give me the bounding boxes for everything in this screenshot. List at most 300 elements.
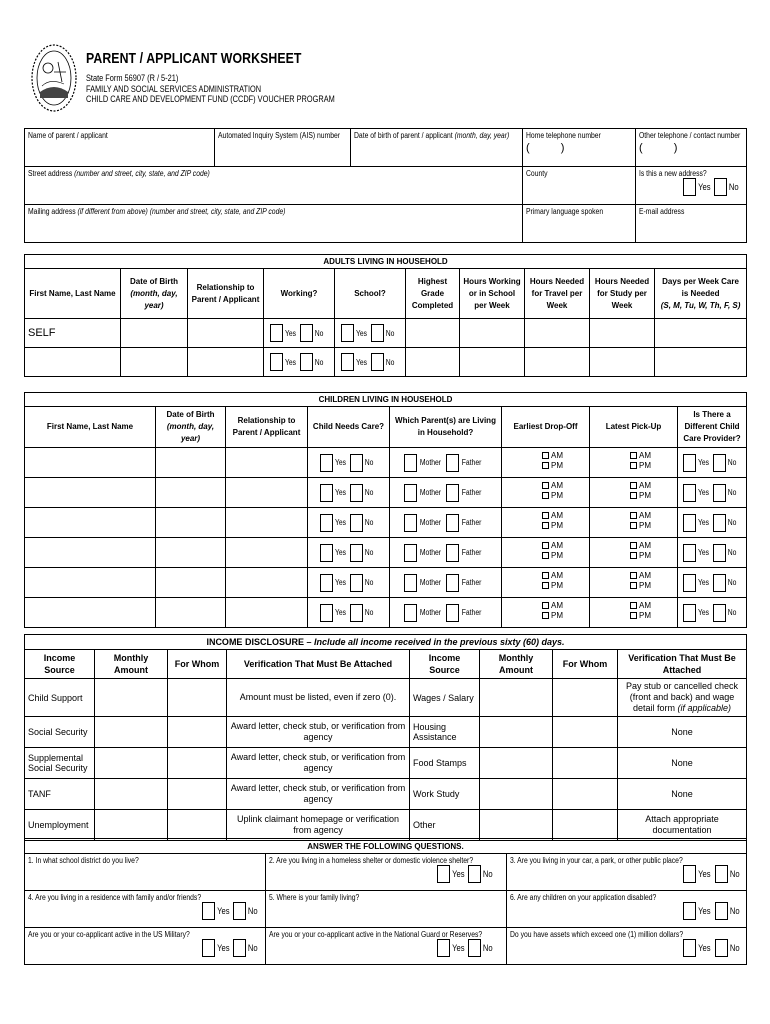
dropoff-pm-checkbox[interactable]: [542, 552, 549, 559]
income-source: Unemployment: [25, 810, 95, 841]
provider-yes-checkbox[interactable]: [683, 514, 696, 532]
no-label: No: [729, 869, 740, 879]
father-checkbox[interactable]: [446, 454, 459, 472]
street-address-label: Street address: [28, 169, 73, 178]
adult-dob-cell[interactable]: [121, 319, 188, 348]
no-label: No: [483, 869, 494, 879]
pickup-pm-checkbox[interactable]: [630, 612, 637, 619]
income-row: [25, 779, 747, 810]
adults-col-name: First Name, Last Name: [25, 269, 121, 319]
adults-col-working: Working?: [264, 269, 335, 319]
income-source: Other: [410, 810, 480, 841]
yes-label: Yes: [697, 182, 711, 192]
mother-checkbox[interactable]: [404, 544, 417, 562]
adult-relationship-cell[interactable]: [188, 319, 264, 348]
am-label: AM: [639, 601, 651, 610]
father-checkbox[interactable]: [446, 484, 459, 502]
father-label: Father: [462, 458, 482, 467]
adult-hours-travel-cell[interactable]: [525, 348, 590, 377]
income-source: Wages / Salary: [410, 679, 480, 717]
yes-label: Yes: [698, 458, 710, 467]
dropoff-pm-checkbox[interactable]: [542, 522, 549, 529]
income-amount-cell[interactable]: [480, 779, 553, 810]
child-care-no-checkbox[interactable]: [350, 514, 363, 532]
yes-label: Yes: [698, 578, 710, 587]
q6-no-checkbox[interactable]: [715, 902, 728, 920]
provider-no-checkbox[interactable]: [713, 484, 726, 502]
am-label: AM: [639, 451, 651, 460]
adult-name-cell[interactable]: SELF: [25, 319, 121, 348]
yes-label: Yes: [216, 943, 230, 953]
am-label: AM: [551, 481, 563, 490]
child-relationship-cell[interactable]: [226, 508, 308, 538]
question-8-cell: [266, 928, 507, 965]
no-label: No: [386, 357, 395, 367]
home-phone-field[interactable]: [523, 129, 636, 167]
yes-label: Yes: [285, 328, 297, 338]
pickup-am-checkbox[interactable]: [630, 572, 637, 579]
pickup-am-checkbox[interactable]: [630, 512, 637, 519]
pm-label: PM: [551, 551, 563, 560]
father-label: Father: [462, 518, 482, 527]
income-whom-cell[interactable]: [168, 717, 227, 748]
question-2: 2. Are you living in a homeless shelter or domestic violence shelter?: [269, 856, 474, 865]
child-name-cell[interactable]: [25, 508, 156, 538]
adult-school-no-checkbox[interactable]: [371, 324, 384, 342]
dropoff-cell[interactable]: [502, 538, 590, 568]
adult-grade-cell[interactable]: [406, 348, 460, 377]
children-col-relationship: Relationship to Parent / Applicant: [226, 407, 308, 448]
income-whom-cell[interactable]: [553, 679, 618, 717]
provider-yes-checkbox[interactable]: [683, 574, 696, 592]
child-care-no-checkbox[interactable]: [350, 544, 363, 562]
income-section-title: INCOME DISCLOSURE – Include all income received in the previous sixty (60) days.: [25, 635, 747, 650]
question-1: 1. In what school district do you live?: [28, 856, 139, 865]
parent-name-field[interactable]: [25, 129, 215, 167]
parent-name-label: Name of parent / applicant: [28, 131, 108, 140]
state-seal-icon: [30, 42, 78, 114]
income-source: Social Security: [25, 717, 95, 748]
question-3-cell: [507, 854, 747, 891]
question-5: 5. Where is your family living?: [269, 893, 360, 902]
no-label: No: [386, 328, 395, 338]
yes-label: Yes: [334, 518, 346, 527]
father-checkbox[interactable]: [446, 514, 459, 532]
mailing-address-label: Mailing address: [28, 207, 76, 216]
ais-number-field[interactable]: [215, 129, 351, 167]
income-verification: Uplink claimant homepage or verification from agency: [227, 810, 410, 841]
dropoff-am-checkbox[interactable]: [542, 512, 549, 519]
adult-school-no-checkbox[interactable]: [371, 353, 384, 371]
income-table: [24, 634, 747, 841]
no-label: No: [364, 458, 374, 467]
children-col-pickup: Latest Pick-Up: [590, 407, 678, 448]
child-care-no-checkbox[interactable]: [350, 484, 363, 502]
am-label: AM: [551, 541, 563, 550]
child-dob-cell[interactable]: [156, 598, 226, 628]
q8-no-checkbox[interactable]: [468, 939, 481, 957]
income-verification: [618, 679, 747, 717]
income-whom-cell[interactable]: [553, 779, 618, 810]
income-row: [25, 717, 747, 748]
dropoff-cell[interactable]: [502, 478, 590, 508]
adults-col-dob: Date of Birth (month, day, year): [121, 269, 188, 319]
dob-hint: (month, day, year): [454, 131, 510, 140]
income-amount-cell[interactable]: [95, 717, 168, 748]
pm-label: PM: [639, 551, 651, 560]
dob-field[interactable]: [351, 129, 523, 167]
child-relationship-cell[interactable]: [226, 478, 308, 508]
question-9: Do you have assets which exceed one (1) million dollars?: [510, 930, 684, 939]
adult-row: [25, 348, 747, 377]
income-amount-cell[interactable]: [480, 810, 553, 841]
income-col-whom: For Whom: [553, 650, 618, 679]
mother-label: Mother: [420, 608, 442, 617]
dob-label: Date of birth of parent / applicant: [354, 131, 453, 140]
no-label: No: [483, 943, 494, 953]
income-whom-cell[interactable]: [553, 717, 618, 748]
dropoff-am-checkbox[interactable]: [542, 482, 549, 489]
no-label: No: [364, 548, 374, 557]
dropoff-pm-checkbox[interactable]: [542, 462, 549, 469]
pm-label: PM: [551, 491, 563, 500]
no-label: No: [364, 578, 374, 587]
no-label: No: [728, 608, 737, 617]
am-label: AM: [551, 571, 563, 580]
income-verification-text: None: [671, 757, 693, 768]
dropoff-cell[interactable]: [502, 508, 590, 538]
question-4-cell: [25, 891, 266, 928]
pickup-pm-checkbox[interactable]: [630, 552, 637, 559]
mother-checkbox[interactable]: [404, 454, 417, 472]
street-address-field[interactable]: [25, 167, 523, 205]
question-5-cell[interactable]: [266, 891, 507, 928]
pickup-pm-checkbox[interactable]: [630, 522, 637, 529]
income-amount-cell[interactable]: [480, 679, 553, 717]
provider-yes-checkbox[interactable]: [683, 454, 696, 472]
no-label: No: [315, 357, 324, 367]
yes-label: Yes: [698, 488, 710, 497]
adult-working-yes-checkbox[interactable]: [270, 353, 283, 371]
am-label: AM: [551, 451, 563, 460]
income-whom-cell[interactable]: [553, 810, 618, 841]
income-amount-cell[interactable]: [95, 810, 168, 841]
questions-section-title: ANSWER THE FOLLOWING QUESTIONS.: [25, 839, 747, 854]
dropoff-pm-checkbox[interactable]: [542, 492, 549, 499]
child-care-no-checkbox[interactable]: [350, 604, 363, 622]
mother-label: Mother: [420, 518, 442, 527]
mailing-address-field[interactable]: [25, 205, 523, 243]
am-label: AM: [639, 541, 651, 550]
yes-label: Yes: [697, 943, 711, 953]
yes-label: Yes: [334, 458, 346, 467]
provider-yes-checkbox[interactable]: [683, 544, 696, 562]
pickup-am-checkbox[interactable]: [630, 482, 637, 489]
am-label: AM: [639, 571, 651, 580]
adult-days-cell[interactable]: [655, 348, 747, 377]
q3-yes-checkbox[interactable]: [683, 865, 696, 883]
child-row: [25, 508, 747, 538]
yes-label: Yes: [697, 869, 711, 879]
pm-label: PM: [639, 521, 651, 530]
pickup-am-checkbox[interactable]: [630, 452, 637, 459]
question-1-cell[interactable]: [25, 854, 266, 891]
dropoff-cell[interactable]: [502, 568, 590, 598]
pickup-cell[interactable]: [590, 538, 678, 568]
income-verification: Award letter, check stub, or verification from agency: [227, 748, 410, 779]
yes-label: Yes: [356, 328, 368, 338]
father-label: Father: [462, 548, 482, 557]
dropoff-cell[interactable]: [502, 598, 590, 628]
yes-label: Yes: [698, 548, 710, 557]
other-phone-label: Other telephone / contact number: [639, 131, 741, 140]
income-verification-note: (if applicable): [677, 703, 732, 713]
child-relationship-cell[interactable]: [226, 448, 308, 478]
mother-label: Mother: [420, 548, 442, 557]
q7-no-checkbox[interactable]: [233, 939, 246, 957]
provider-no-checkbox[interactable]: [713, 604, 726, 622]
children-col-needs-care: Child Needs Care?: [308, 407, 390, 448]
other-phone-field[interactable]: [636, 129, 747, 167]
adult-school-yes-checkbox[interactable]: [341, 353, 354, 371]
pm-label: PM: [639, 611, 651, 620]
email-label: E-mail address: [639, 207, 685, 216]
am-label: AM: [551, 511, 563, 520]
yes-label: Yes: [216, 906, 230, 916]
income-amount-cell[interactable]: [95, 748, 168, 779]
no-label: No: [729, 182, 740, 192]
pickup-cell[interactable]: [590, 508, 678, 538]
yes-label: Yes: [356, 357, 368, 367]
adults-col-relationship: Relationship to Parent / Applicant: [188, 269, 264, 319]
child-care-yes-checkbox[interactable]: [320, 574, 333, 592]
q4-no-checkbox[interactable]: [233, 902, 246, 920]
adult-name-cell[interactable]: [25, 348, 121, 377]
applicant-info-table: [24, 128, 747, 243]
provider-no-checkbox[interactable]: [713, 544, 726, 562]
adult-relationship-cell[interactable]: [188, 348, 264, 377]
income-whom-cell[interactable]: [168, 810, 227, 841]
no-label: No: [728, 458, 737, 467]
income-amount-cell[interactable]: [480, 748, 553, 779]
q2-no-checkbox[interactable]: [468, 865, 481, 883]
language-field[interactable]: [523, 205, 636, 243]
adult-hours-working-cell[interactable]: [460, 348, 525, 377]
program-name: CHILD CARE AND DEVELOPMENT FUND (CCDF) VOUCHER PROGRAM: [86, 94, 335, 104]
county-label: County: [526, 169, 548, 178]
dropoff-am-checkbox[interactable]: [542, 452, 549, 459]
child-care-no-checkbox[interactable]: [350, 454, 363, 472]
agency-name: FAMILY AND SOCIAL SERVICES ADMINISTRATION: [86, 83, 262, 94]
mother-checkbox[interactable]: [404, 514, 417, 532]
mailing-address-hint: (if different from above) (number and street, city, state, and ZIP code): [77, 207, 286, 216]
child-care-yes-checkbox[interactable]: [320, 514, 333, 532]
adult-working-yes-checkbox[interactable]: [270, 324, 283, 342]
adult-working-no-checkbox[interactable]: [300, 353, 313, 371]
dropoff-cell[interactable]: [502, 448, 590, 478]
child-dob-cell[interactable]: [156, 538, 226, 568]
am-label: AM: [639, 481, 651, 490]
yes-label: Yes: [334, 548, 346, 557]
adult-days-cell[interactable]: [655, 319, 747, 348]
pickup-am-checkbox[interactable]: [630, 542, 637, 549]
no-label: No: [728, 518, 737, 527]
father-label: Father: [462, 578, 482, 587]
q7-yes-checkbox[interactable]: [202, 939, 215, 957]
county-field[interactable]: [523, 167, 636, 205]
question-7: Are you or your co-applicant active in the US Military?: [28, 930, 190, 939]
mother-label: Mother: [420, 578, 442, 587]
pm-label: PM: [639, 491, 651, 500]
income-source: Housing Assistance: [410, 717, 480, 748]
adult-hours-study-cell[interactable]: [590, 348, 655, 377]
income-amount-cell[interactable]: [480, 717, 553, 748]
children-col-name: First Name, Last Name: [25, 407, 156, 448]
child-dob-cell[interactable]: [156, 448, 226, 478]
email-field[interactable]: [636, 205, 747, 243]
pickup-cell[interactable]: [590, 478, 678, 508]
children-col-dropoff: Earliest Drop-Off: [502, 407, 590, 448]
dropoff-pm-checkbox[interactable]: [542, 582, 549, 589]
pickup-pm-checkbox[interactable]: [630, 582, 637, 589]
provider-no-checkbox[interactable]: [713, 514, 726, 532]
income-row: [25, 810, 747, 841]
yes-label: Yes: [698, 518, 710, 527]
am-label: AM: [639, 511, 651, 520]
provider-yes-checkbox[interactable]: [683, 484, 696, 502]
mother-checkbox[interactable]: [404, 484, 417, 502]
no-label: No: [729, 906, 740, 916]
question-4: 4. Are you living in a residence with family and/or friends?: [28, 893, 202, 902]
child-name-cell[interactable]: [25, 448, 156, 478]
new-address-no-checkbox[interactable]: [714, 178, 727, 196]
q9-no-checkbox[interactable]: [715, 939, 728, 957]
pickup-cell[interactable]: [590, 598, 678, 628]
father-label: Father: [462, 488, 482, 497]
income-whom-cell[interactable]: [553, 748, 618, 779]
new-address-yes-checkbox[interactable]: [683, 178, 696, 196]
child-name-cell[interactable]: [25, 568, 156, 598]
new-address-label: Is this a new address?: [639, 169, 707, 178]
pickup-am-checkbox[interactable]: [630, 602, 637, 609]
child-row: [25, 478, 747, 508]
dropoff-pm-checkbox[interactable]: [542, 612, 549, 619]
form-title: PARENT / APPLICANT WORKSHEET: [86, 50, 302, 67]
income-source: TANF: [25, 779, 95, 810]
pickup-cell[interactable]: [590, 448, 678, 478]
father-checkbox[interactable]: [446, 574, 459, 592]
income-verification-text: None: [671, 726, 693, 737]
income-verification: [618, 810, 747, 841]
adults-col-hours-working: Hours Working or in School per Week: [460, 269, 525, 319]
provider-no-checkbox[interactable]: [713, 454, 726, 472]
yes-label: Yes: [334, 488, 346, 497]
pickup-cell[interactable]: [590, 568, 678, 598]
dropoff-am-checkbox[interactable]: [542, 542, 549, 549]
adult-hours-study-cell[interactable]: [590, 319, 655, 348]
income-col-amount: Monthly Amount: [95, 650, 168, 679]
q9-yes-checkbox[interactable]: [683, 939, 696, 957]
father-checkbox[interactable]: [446, 544, 459, 562]
income-verification: [618, 779, 747, 810]
provider-no-checkbox[interactable]: [713, 574, 726, 592]
child-name-cell[interactable]: [25, 478, 156, 508]
child-relationship-cell[interactable]: [226, 598, 308, 628]
adult-hours-working-cell[interactable]: [460, 319, 525, 348]
adults-col-days: Days per Week Care is Needed (S, M, Tu, W, Th, F, S): [655, 269, 747, 319]
question-9-cell: [507, 928, 747, 965]
yes-label: Yes: [334, 578, 346, 587]
yes-label: Yes: [451, 869, 465, 879]
child-dob-cell[interactable]: [156, 478, 226, 508]
adult-hours-travel-cell[interactable]: [525, 319, 590, 348]
adults-col-hours-travel: Hours Needed for Travel per Week: [525, 269, 590, 319]
q8-yes-checkbox[interactable]: [437, 939, 450, 957]
question-3: 3. Are you living in your car, a park, or other public place?: [510, 856, 683, 865]
income-amount-cell[interactable]: [95, 679, 168, 717]
child-care-no-checkbox[interactable]: [350, 574, 363, 592]
q6-yes-checkbox[interactable]: [683, 902, 696, 920]
adult-grade-cell[interactable]: [406, 319, 460, 348]
children-section-title: CHILDREN LIVING IN HOUSEHOLD: [25, 393, 747, 407]
child-row: [25, 538, 747, 568]
mother-checkbox[interactable]: [404, 604, 417, 622]
mother-checkbox[interactable]: [404, 574, 417, 592]
home-phone-label: Home telephone number: [526, 131, 601, 140]
provider-yes-checkbox[interactable]: [683, 604, 696, 622]
child-relationship-cell[interactable]: [226, 538, 308, 568]
child-care-yes-checkbox[interactable]: [320, 604, 333, 622]
home-phone-area: ( ): [526, 142, 579, 154]
income-verification: Amount must be listed, even if zero (0).: [227, 679, 410, 717]
income-verification: [618, 748, 747, 779]
income-col-source: Income Source: [410, 650, 480, 679]
no-label: No: [728, 488, 737, 497]
income-whom-cell[interactable]: [168, 748, 227, 779]
q4-yes-checkbox[interactable]: [202, 902, 215, 920]
child-care-yes-checkbox[interactable]: [320, 544, 333, 562]
child-dob-cell[interactable]: [156, 568, 226, 598]
pickup-pm-checkbox[interactable]: [630, 492, 637, 499]
income-amount-cell[interactable]: [95, 779, 168, 810]
am-label: AM: [551, 601, 563, 610]
dropoff-am-checkbox[interactable]: [542, 572, 549, 579]
child-name-cell[interactable]: [25, 538, 156, 568]
income-whom-cell[interactable]: [168, 679, 227, 717]
pickup-pm-checkbox[interactable]: [630, 462, 637, 469]
father-checkbox[interactable]: [446, 604, 459, 622]
income-whom-cell[interactable]: [168, 779, 227, 810]
child-care-yes-checkbox[interactable]: [320, 454, 333, 472]
child-name-cell[interactable]: [25, 598, 156, 628]
dropoff-am-checkbox[interactable]: [542, 602, 549, 609]
income-source: Food Stamps: [410, 748, 480, 779]
yes-label: Yes: [285, 357, 297, 367]
income-verification: [618, 717, 747, 748]
adult-working-no-checkbox[interactable]: [300, 324, 313, 342]
child-row: [25, 568, 747, 598]
q3-no-checkbox[interactable]: [715, 865, 728, 883]
child-relationship-cell[interactable]: [226, 568, 308, 598]
yes-label: Yes: [334, 608, 346, 617]
child-care-yes-checkbox[interactable]: [320, 484, 333, 502]
adult-school-yes-checkbox[interactable]: [341, 324, 354, 342]
income-verification-text: None: [671, 788, 693, 799]
q2-yes-checkbox[interactable]: [437, 865, 450, 883]
adult-dob-cell[interactable]: [121, 348, 188, 377]
income-col-amount: Monthly Amount: [480, 650, 553, 679]
child-dob-cell[interactable]: [156, 508, 226, 538]
